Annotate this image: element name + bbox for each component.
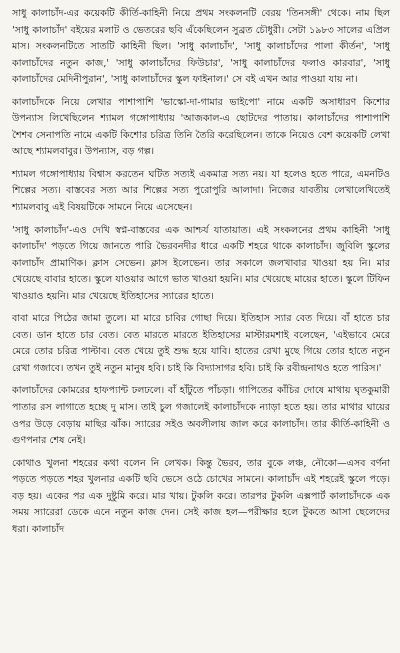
paragraph-publication-history: সাধু কালাচাঁদ-এর কয়েকটি কীর্তি-কাহিনী নিয়ে প্রথম সংকলনটি বেরয় 'তিনসঙ্গী' থেকে। নাম ছিল 'সাধু কালাচাঁদ' বইয়ের মলাট ও ভেতরের ছবি এঁকেছিলেন সুব্রত চৌধুরী। সেটা ১৯৮৩ সালের এপ্রিল মাস। সংকলনটিতে সাতটি কাহিনী ছিল। 'সাধু কালাচাঁদ', 'সাধু কালাচাঁদের পালা কীর্তন', 'সাধু কালাচাঁদের নতুন কাজ,' 'সাধু কালাচাঁদের ফিউচার', 'সাধু কালাচাঁদের ফলাও কারবার', 'সাধু কালাচাঁদের মেদিনীপুরান', 'সাধু কালাচাঁদের স্কুল ফাইনাল।' সে বই এখন আর পাওয়া যায় না। — [12, 8, 390, 86]
paragraph-appearance: কালাচাঁদের কোমরের হাফপ্যান্ট ঢলঢলে। বাঁ হাঁটুতে পাঁচড়া। গাপিতের কাঁচির দোষে মাথায় ঘৃতকুমারী পাতার রস লাগাতে হচ্ছে দু মাস। তাই চুল গজালেই কালাচাঁদকে ন্যাড়া হতে হয়। তার মাথার ঘায়ের ওপর উড়ে বেড়ায় মাছির ঝাঁক। স্যারের সইও অবলীলায় জাল করে কালাচাঁদ। তার কীর্তি-কাহিনী ও গুণপনার শেষ নেই। — [12, 385, 390, 447]
paragraph-truth-of-art: শ্যামল গঙ্গোপাধ্যায় বিশ্বাস করতেন ঘটিত সত্যই একমাত্র সত্য নয়। যা হলেও হতে পারে, এমনটিও শিল্পের সত্য। বাস্তবের সত্য আর শিল্পের সত্য পুরোপুরি আলাদা। নিজের যাবতীয় লেখালেখিতেই শ্যামলবাবু এই বিষয়টিকে সামনে নিয়ে এসেছেন। — [12, 168, 390, 214]
paragraph-other-characters: কালাচাঁদকে নিয়ে লেখার পাশাপাশি 'ভাস্কো-দা-গামার ভাইপো' নামে একটি অসাধারণ কিশোর উপন্যাস লিখেছিলেন শ্যামল গঙ্গোপাধ্যায় 'আজকাল-এ ছোটদের পাতায়। কালাচাঁদের পাশাপাশি শৈশব সেনাপতি নামে একটি কিশোর চরিত্র তিনি তৈরি করেছিলেন। তাকে নিয়েও বেশ কয়েকটি লেখা আছে শ্যামলবাবুর। উপন্যাস, বড় গল্প। — [12, 96, 390, 158]
paragraph-punishment: বাবা মারে পিঠের জামা তুলে। মা মারে চাবির গোছা দিয়ে। ইতিহাস স্যার বেত দিয়ে। বাঁ হাতে চার বেত। ডান হাতে চার বেত। বেত মারতে মারতে ইতিহাসের মাস্টারমশাই বলেছেন, 'এইভাবে মেরে মেরে তোর চরিত্র পাল্টাব। বেত খেয়ে তুই শুদ্ধ হয়ে যাবি। হাতের রেখা মুছে গিয়ে তোর হাতে নতুন রেখা গজাবে। তখন তুই নতুন মানুষ হবি। চাই কি বিদ্যাসাগর হবি। চাই কি রবীন্দ্রনাথও হতে পারিস।' — [12, 313, 390, 374]
paragraph-khulna-town: কোথাও খুলনা শহরের কথা বলেন নি লেখক। কিন্তু ভৈরব, তার বুকে লঞ্চ, নৌকো—এসব বর্ণনা পড়তে পড়তে শহর খুলনার একটি ছবি ভেসে ওঠে চোখের সামনে। কালাচাঁদ এই শহরেই স্কুলে পড়ে। বড় হয়। একের পর এক দুষ্টুমি করে। মার খায়। টুকলি করে। তারপর টুকলি এক্সপার্ট কালাচাঁদকে এক সময় স্যারেরা ডেকে এনে নতুন কাজ দেন। সেই কাজ হল—পরীক্ষার হলে টুকতে আসা ছেলেদের ধরা। কালাচাঁদ — [12, 457, 390, 535]
paragraph-first-story: 'সাধু কালাচাঁদ'-এও দেখি স্বপ্ন-বাস্তবের এক আশ্চর্য যাতায়াত। এই সংকলনের প্রথম কাহিনী 'সাধু কালাচাঁদ' পড়তে গিয়ে জানতে পারি ভৈরবনদীর ধারে একটি শহরে থাকে কালাচাঁদ। জুবিলি স্কুলের কালাচাঁদ প্রামাণিক। ক্লাস সেভেন। ক্লাস ইলেভেন। তার সকালে জলখাবার খাওয়া হয় নি। মার খেয়েছে বাবার হাতে। স্কুলে যাওয়ার আগে ভাত খাওয়া হয়নি। মার খেয়েছে মায়ের হাতে। স্কুলে টিফিন খাওয়াও হয়নি। মার খেয়েছে ইতিহাসের স্যারের হাতে। — [12, 224, 390, 302]
